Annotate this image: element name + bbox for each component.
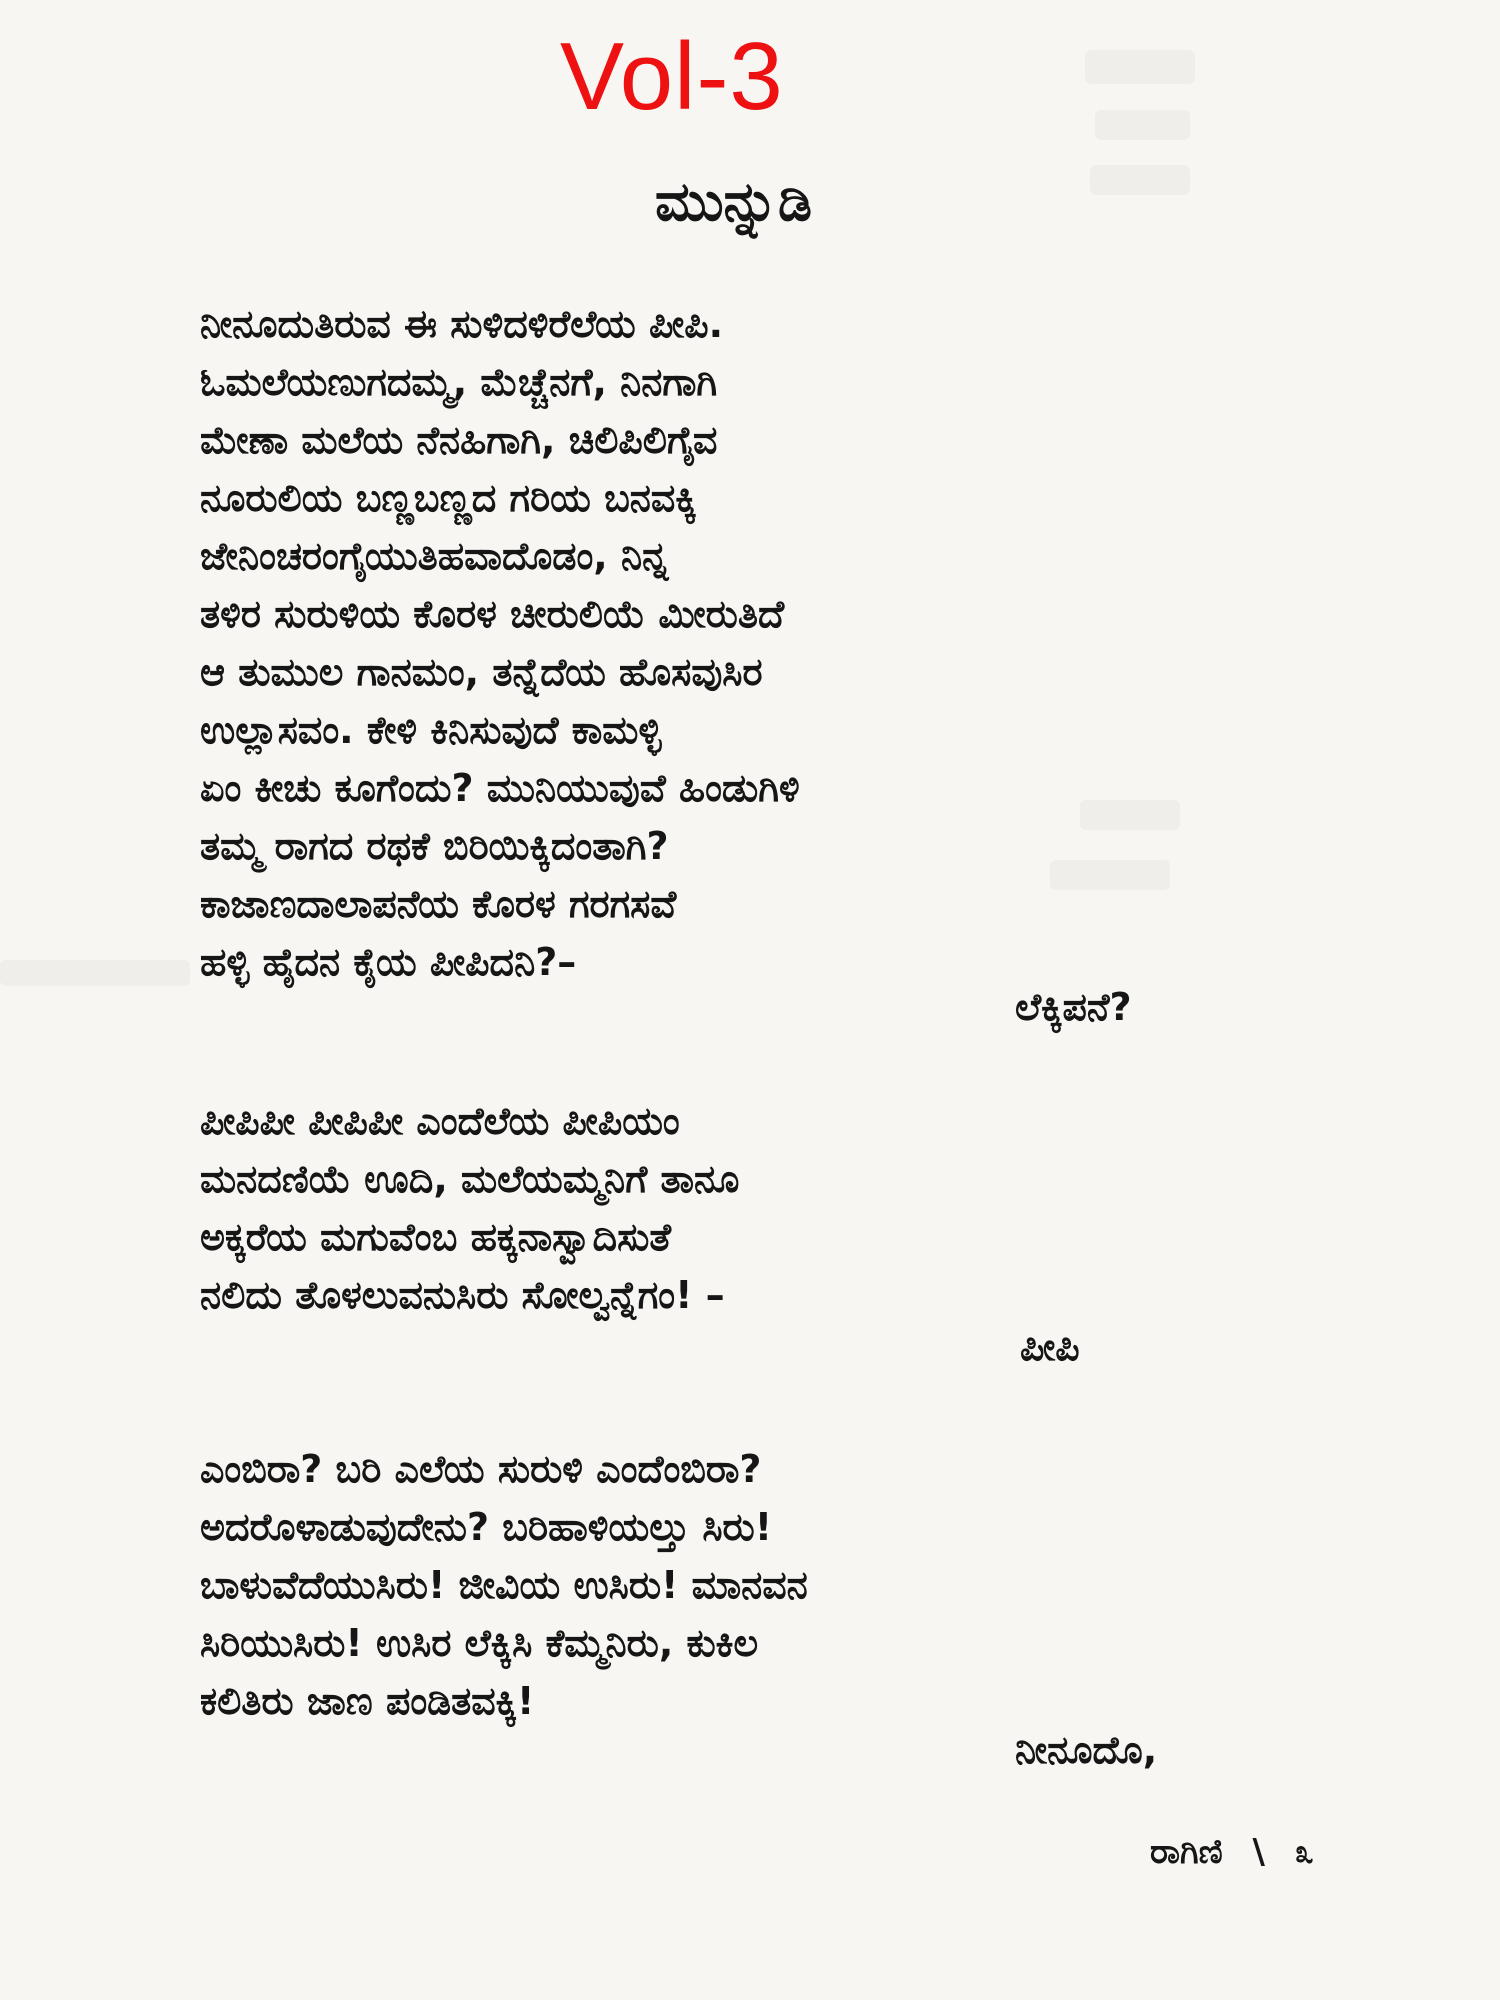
verse-line: ಜೇನಿಂಚರಂಗೈಯುತಿಹವಾದೊಡಂ, ನಿನ್ನ <box>200 534 669 578</box>
stanza-2 <box>200 1092 739 1324</box>
verse-line: ತಳಿರ ಸುರುಳಿಯ ಕೊರಳ ಚೀರುಲಿಯೆ ಮೀರುತಿದೆ <box>200 592 785 636</box>
verse-line: ಆ ತುಮುಲ ಗಾನಮಂ, ತನ್ನೆದೆಯ ಹೊಸವುಸಿರ <box>200 650 763 694</box>
verse-line: ಅಕ್ಕರೆಯ ಮಗುವೆಂಬ ಹಕ್ಕನಾಸ್ವಾದಿಸುತೆ <box>200 1215 672 1259</box>
verse-line: ಮನದಣಿಯೆ ಊದಿ, ಮಲೆಯಮ್ಮನಿಗೆ ತಾನೂ <box>200 1157 740 1201</box>
stanza-2-closing: ಪೀಪಿ <box>1020 1325 1080 1369</box>
verse-line: ಪೀಪಿಪೀ ಪೀಪಿಪೀ ಎಂದೆಲೆಯ ಪೀಪಿಯಂ <box>200 1099 680 1143</box>
verse-line: ಮೇಣಾ ಮಲೆಯ ನೆನಹಿಗಾಗಿ, ಚಿಲಿಪಿಲಿಗೈವ <box>200 418 718 462</box>
stanza-3-closing: ನೀನೂದೊ, <box>1015 1728 1158 1772</box>
bleed-through-mark <box>1095 110 1190 140</box>
verse-line: ತಮ್ಮ ರಾಗದ ರಥಕೆ ಬಿರಿಯಿಕ್ಕಿದಂತಾಗಿ? <box>200 824 669 868</box>
page-footer <box>1150 1832 1314 1872</box>
verse-line: ನಲಿದು ತೊಳಲುವನುಸಿರು ಸೋಲ್ವನ್ನೆಗಂ! – <box>200 1273 725 1317</box>
verse-line: ಉಲ್ಲಾಸವಂ. ಕೇಳಿ ಕಿನಿಸುವುದೆ ಕಾಮಳ್ಳಿ <box>200 708 662 752</box>
footer-separator: \ <box>1252 1832 1265 1872</box>
stanza-1 <box>200 295 800 991</box>
book-name: ರಾಗಿಣಿ <box>1150 1832 1223 1872</box>
verse-line: ಓಮಲೆಯಣುಗದಮ್ಮ, ಮೆಚ್ಚೆನಗೆ, ನಿನಗಾಗಿ <box>200 360 718 404</box>
verse-line: ಎಂಬಿರಾ? ಬರಿ ಎಲೆಯ ಸುರುಳಿ ಎಂದೆಂಬಿರಾ? <box>200 1447 762 1491</box>
bleed-through-mark <box>1050 860 1170 890</box>
verse-line: ನೀನೂದುತಿರುವ ಈ ಸುಳಿದಳಿರೆಲೆಯ ಪೀಪಿ. <box>200 302 724 346</box>
verse-line: ಏಂ ಕೀಚು ಕೂಗೆಂದು? ಮುನಿಯುವುವೆ ಹಿಂಡುಗಿಳಿ <box>200 766 800 810</box>
verse-line: ನೂರುಲಿಯ ಬಣ್ಣಬಣ್ಣದ ಗರಿಯ ಬನವಕ್ಕಿ <box>200 476 697 520</box>
bleed-through-mark <box>1090 165 1190 195</box>
verse-line: ಹಳ್ಳಿ ಹೈದನ ಕೈಯ ಪೀಪಿದನಿ?– <box>200 940 577 984</box>
stanza-1-closing: ಲೆಕ್ಕಿಪನೆ? <box>1015 985 1132 1029</box>
bleed-through-mark <box>1080 800 1180 830</box>
verse-line: ಕಾಜಾಣದಾಲಾಪನೆಯ ಕೊರಳ ಗರಗಸವೆ <box>200 882 677 926</box>
verse-line: ಸಿರಿಯುಸಿರು! ಉಸಿರ ಲೆಕ್ಕಿಸಿ ಕೆಮ್ಮನಿರು, ಕುಕಿಲ <box>200 1621 759 1665</box>
stanza-3 <box>200 1440 808 1730</box>
bleed-through-mark <box>0 960 190 986</box>
verse-line: ಬಾಳುವೆದೆಯುಸಿರು! ಜೀವಿಯ ಉಸಿರು! ಮಾನವನ <box>200 1563 808 1607</box>
page-number: ೩ <box>1294 1832 1314 1872</box>
bleed-through-mark <box>1085 50 1195 84</box>
verse-line: ಕಲಿತಿರು ಜಾಣ ಪಂಡಿತವಕ್ಕಿ! <box>200 1679 535 1723</box>
verse-line: ಅದರೊಳಾಡುವುದೇನು? ಬರಿಹಾಳಿಯಲ್ತು ಸಿರು! <box>200 1505 773 1549</box>
page-title: ಮುನ್ನುಡಿ <box>655 170 813 233</box>
volume-label: Vol-3 <box>560 23 784 130</box>
